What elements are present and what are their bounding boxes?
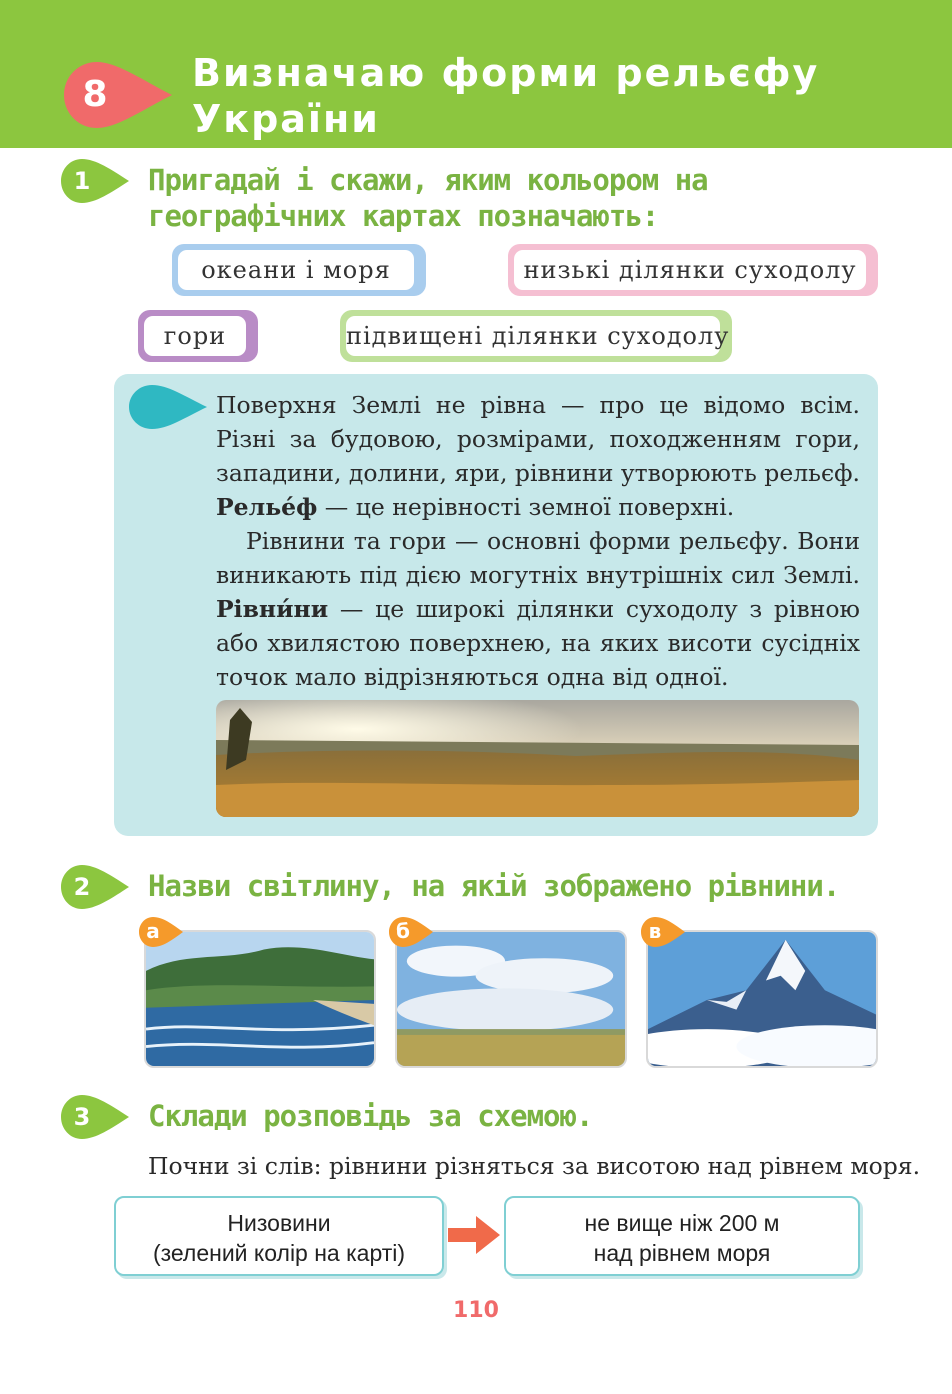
lesson-number: 8 [82, 74, 108, 115]
task-1-text [148, 162, 708, 234]
page-title [192, 50, 819, 142]
info-drop-icon [128, 384, 208, 430]
chip-uplands-label: підвищені ділянки суходолу [346, 316, 720, 356]
info-p1-text-a: Поверхня Землі не рівна — про це відомо всім. Різні за будовою, розмірами, походженням гори, западини, долини, яри, рівнини утворюють рельєф. [216, 391, 860, 487]
tag-v [640, 916, 686, 948]
task-2-number: 2 [73, 873, 91, 901]
chip-lowlands [508, 244, 878, 296]
scheme-lowlands-line1: Низовини [227, 1210, 331, 1236]
tag-b [388, 916, 434, 948]
page-title-line1: Визначаю форми рельєфу [192, 51, 820, 95]
sea-coast-hills-photo [144, 930, 376, 1068]
page-title-line2: України [192, 97, 380, 141]
chip-mountains [138, 310, 258, 362]
term-relief: Релье́ф [216, 493, 318, 521]
arrow-right-icon [446, 1214, 502, 1256]
info-p2-text-a: Рівнини та гори — основні форми рельєфу. Вони виникають під дією могутніх внутрішніх сил Землі. [216, 527, 860, 589]
info-p2-text-b: — це широкі ділянки суходолу з рівною або хвилястою поверхнею, на яких висоти сусідніх точок мало відрізняються одна від одної. [216, 595, 860, 691]
plain-sky-photo [395, 930, 627, 1068]
chip-mountains-label: гори [144, 316, 246, 356]
task-1-text-line1: Пригадай і скажи, яким кольором на [148, 163, 708, 197]
task-3-intro: Почни зі слів: рівнини різняться за висотою над рівнем моря. [148, 1152, 921, 1180]
chip-oceans [172, 244, 426, 296]
scheme-lowlands-box [114, 1196, 444, 1276]
chip-uplands [340, 310, 732, 362]
tag-b-label: б [396, 919, 410, 943]
scheme-height-line2: над рівнем моря [593, 1240, 771, 1266]
scheme-height-line1: не вище ніж 200 м [584, 1210, 780, 1236]
scheme-lowlands-line2: (зелений колір на карті) [152, 1240, 406, 1266]
scheme-height-box [504, 1196, 860, 1276]
task-1-number: 1 [73, 167, 91, 195]
task-1-text-line2: географічних картах позначають: [148, 199, 659, 233]
info-paragraph-1 [216, 388, 860, 524]
page-number: 110 [453, 1298, 499, 1323]
chip-oceans-label: океани і моря [178, 250, 414, 290]
chip-lowlands-label: низькі ділянки суходолу [514, 250, 866, 290]
task-2-text: Назви світлину, на якій зображено рівнини. [148, 869, 840, 903]
tag-a [138, 916, 184, 948]
prairie-landscape-photo [216, 700, 859, 817]
info-p1-text-b: — це нерівності земної поверхні. [317, 493, 735, 521]
task-3-number: 3 [73, 1103, 91, 1131]
info-paragraph-2 [216, 524, 860, 694]
info-text [216, 388, 860, 694]
term-plains: Рівни́ни [216, 595, 329, 623]
task-3-text: Склади розповідь за схемою. [148, 1099, 593, 1133]
snowy-mountain-photo [646, 930, 878, 1068]
tag-a-label: а [146, 919, 160, 943]
tag-v-label: в [648, 919, 662, 943]
